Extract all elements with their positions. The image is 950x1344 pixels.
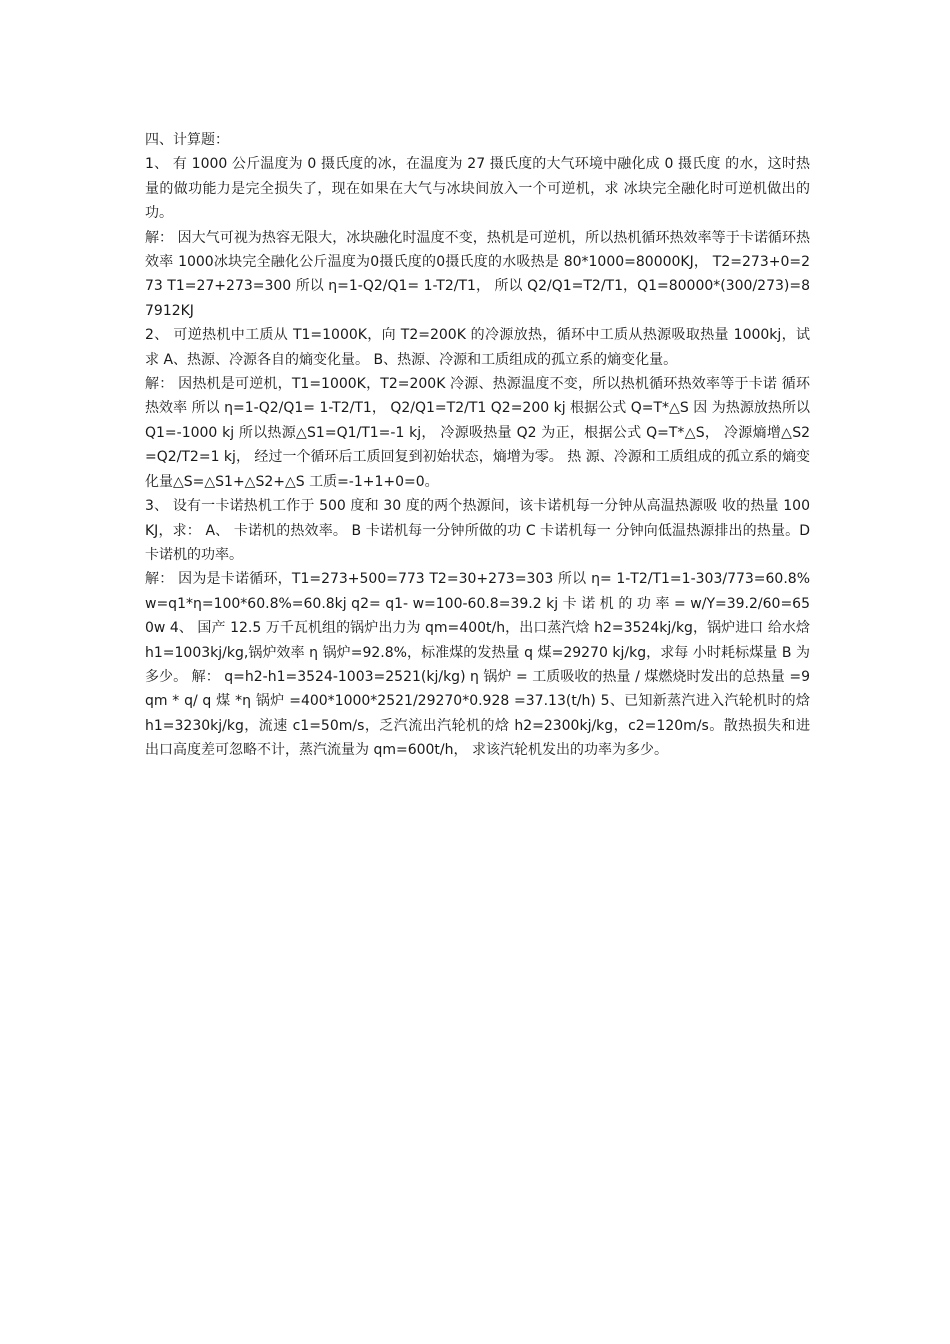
problem-2-question: 2、 可逆热机中工质从 T1=1000K，向 T2=200K 的冷源放热，循环中工质从热源吸取热量 1000kj，试求 A、热源、冷源各自的熵变化量。 B、热源、冷源和工质组成的孤立系的熵变化量。 <box>145 327 810 368</box>
document-body <box>145 128 810 763</box>
problem-3-5-solution: 解： 因为是卡诺循环，T1=273+500=773 T2=30+273=303 所以 η= 1-T2/T1=1-303/773=60.8% w=q1*η=100*60.8%=60.8kj q2= q1- w=100-60.8=39.2 kj 卡 诺 机 的 功 率 = w/Y=39.2/60=650w 4、 国产 12.5 万千瓦机组的锅炉出力为 qm=400t/h，出口蒸汽焓 h2=3524kj/kg，锅炉进口 给水焓 h1=1003kj/kg,锅炉效率 η 锅炉=92.8%，标准煤的发热量 q 煤=29270 kj/kg，求每 小时耗标煤量 B 为多少。 解： q=h2-h1=3524-1003=2521(kj/kg) η 锅炉 = 工质吸收的热量 / 煤燃烧时发出的总热量 =9 qm * q/ q 煤 *η 锅炉 =400*1000*2521/29270*0.928 =37.13(t/h) 5、已知新蒸汽进入汽轮机时的焓 h1=3230kj/kg，流速 c1=50m/s，乏汽流出汽轮机的焓 h2=2300kj/kg，c2=120m/s。散热损失和进出口高度差可忽略不计，蒸汽流量为 qm=600t/h， 求该汽轮机发出的功率为多少。 <box>145 571 810 759</box>
problem-1-question: 1、 有 1000 公斤温度为 0 摄氏度的冰，在温度为 27 摄氏度的大气环境中融化成 0 摄氏度 的水，这时热量的做功能力是完全损失了，现在如果在大气与冰块间放入一个可逆机，求 冰块完全融化时可逆机做出的功。 <box>145 156 810 222</box>
problem-3-question: 3、 设有一卡诺热机工作于 500 度和 30 度的两个热源间，该卡诺机每一分钟从高温热源吸 收的热量 100KJ，求： A、 卡诺机的热效率。 B 卡诺机每一分钟所做的功 C 卡诺机每一 分钟向低温热源排出的热量。D 卡诺机的功率。 <box>145 498 810 563</box>
section-title: 四、计算题： <box>145 132 229 148</box>
problem-2-solution: 解： 因热机是可逆机，T1=1000K，T2=200K 冷源、热源温度不变，所以热机循环热效率等于卡诺 循环热效率 所以 η=1-Q2/Q1= 1-T2/T1， Q2/Q1=T2/T1 Q2=200 kj 根据公式 Q=T*△S 因 为热源放热所以 Q1=-1000 kj 所以热源△S1=Q1/T1=-1 kj， 冷源吸热量 Q2 为正，根据公式 Q=T*△S， 冷源熵增△S2 =Q2/T2=1 kj， 经过一个循环后工质回复到初始状态，熵增为零。 热 源、冷源和工质组成的孤立系的熵变化量△S=△S1+△S2+△S 工质=-1+1+0=0。 <box>145 376 810 490</box>
problem-1-solution: 解： 因大气可视为热容无限大，冰块融化时温度不变，热机是可逆机，所以热机循环热效率等于卡诺循环热效率 1000冰块完全融化公斤温度为0摄氏度的0摄氏度的水吸热是 80*1000=80000KJ， T2=273+0=273 T1=27+273=300 所以 η=1-Q2/Q1= 1-T2/T1， 所以 Q2/Q1=T2/T1，Q1=80000*(300/273)=87912KJ <box>145 229 810 319</box>
